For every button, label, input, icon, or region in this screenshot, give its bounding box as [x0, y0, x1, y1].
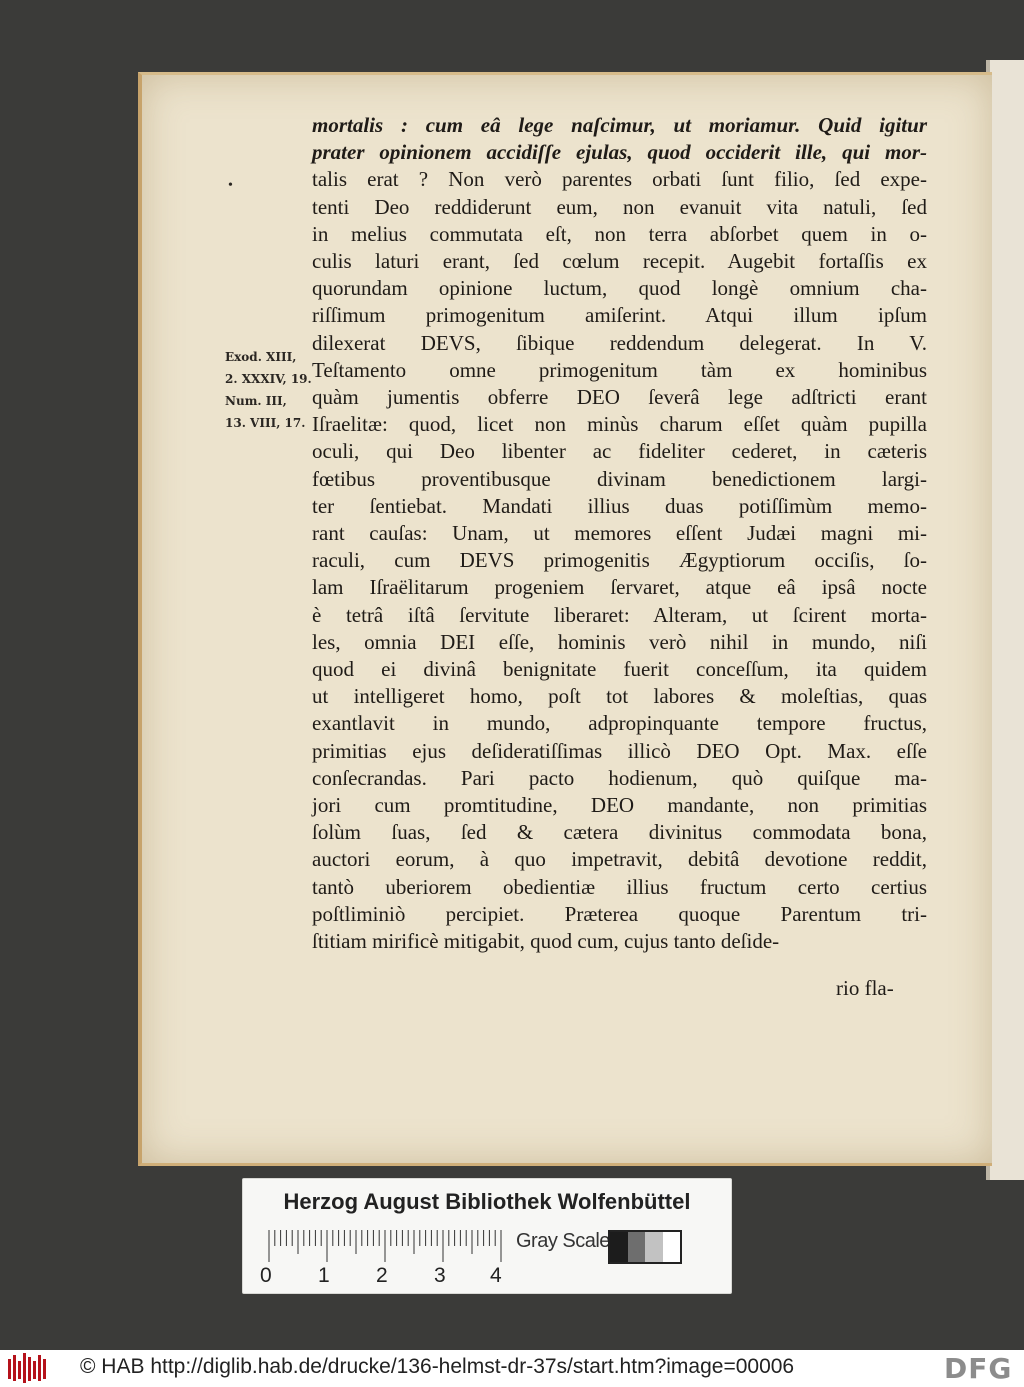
text-line: Teſtamento omne primogenitum tàm ex hominibus	[312, 357, 927, 382]
text-line: raculi, cum DEVS primogenitis Ægyptiorum occiſis, ſo-	[312, 548, 927, 573]
text-line: ter ſentiebat. Mandati illius duas potiſſimùm memo-	[312, 493, 927, 518]
text-line: ſtitiam mirificè mitigabit, quod cum, cujus tanto deſide-	[312, 929, 780, 954]
next-page-strip	[990, 60, 1024, 1180]
margin-note: Num. III,	[225, 394, 287, 408]
text-line: oculi, qui Deo libenter ac fideliter cederet, in cæteris	[312, 439, 927, 464]
text-line: poſtliminiò percipiet. Præterea quoque Parentum tri-	[312, 901, 927, 926]
dfg-logo: DFG	[944, 1352, 1013, 1385]
text-line: Iſraelitæ: quod, licet non minùs charum eſſet quàm pupilla	[312, 412, 927, 437]
footer-url-text[interactable]: © HAB http://diglib.hab.de/drucke/136-helmst-dr-37s/start.htm?image=00006	[80, 1355, 795, 1378]
text-line: culis laturi erant, ſed cœlum recepit. Augebit fortaſſis ex	[312, 249, 927, 274]
gray-swatch	[610, 1232, 628, 1262]
text-line: quod ei divinâ benignitate fuerit conceſſum, ita quidem	[312, 657, 927, 682]
text-line: primitias ejus deſideratiſſimas illicò DEO Opt. Max. eſſe	[312, 738, 927, 763]
body-text	[312, 112, 927, 955]
text-line: mortalis : cum eâ lege naſcimur, ut moriamur. Quid igitur	[312, 113, 927, 137]
text-line: talis erat ? Non verò parentes orbati ſunt filio, ſed expe-	[312, 167, 927, 192]
margin-note: 13. VIII, 17.	[225, 416, 306, 430]
text-line: riſſimum primogenitum amiſerint. Atqui illum ipſum	[312, 303, 927, 328]
text-line: ut intelligeret homo, poſt tot labores & moleſtias, quas	[312, 684, 927, 709]
margin-note: 2. XXXIV, 19.	[225, 372, 312, 386]
text-line: jori cum promtitudine, DEO mandante, non primitias	[312, 793, 927, 818]
text-line: tantò uberiorem obedientiæ illius fructum certo certius	[312, 874, 927, 899]
margin-note: Exod. XIII,	[225, 350, 297, 364]
text-line: tenti Deo reddiderunt eum, non evanuit vita natuli, ſed	[312, 194, 927, 219]
gray-scale-label: Gray Scale	[516, 1230, 610, 1252]
text-line: fœtibus proventibusque divinam benedictionem largi-	[312, 466, 927, 491]
ruler-numbers	[260, 1264, 520, 1288]
ruler-number: 3	[434, 1264, 446, 1287]
text-line: in melius commutata eſt, non terra abſorbet quem in o-	[312, 221, 927, 246]
text-line: les, omnia DEI eſſe, hominis verò nihil in mundo, niſi	[312, 629, 927, 654]
text-line: è tetrâ iſtâ ſervitute liberaret: Alteram, ut ſcirent morta-	[312, 602, 927, 627]
text-line: quorundam opinione luctum, quod longè omnium cha-	[312, 276, 927, 301]
ruler-number: 2	[376, 1264, 388, 1287]
footer-bar	[0, 1350, 1024, 1387]
text-line: lam Iſraëlitarum progeniem ſervaret, atque eâ ipsâ nocte	[312, 575, 927, 600]
gray-swatch	[645, 1232, 663, 1262]
ruler-ticks	[268, 1230, 508, 1264]
text-line: exantlavit in mundo, adpropinquante tempore fructus,	[312, 711, 927, 736]
text-line: ſolùm ſuas, ſed & cætera divinitus commodata bona,	[312, 820, 927, 845]
margin-bullet: •	[228, 178, 233, 193]
gray-swatch	[628, 1232, 646, 1262]
text-line: prater opinionem accidiſſe ejulas, quod occiderit ille, qui mor-	[312, 140, 927, 165]
ruler-number: 4	[490, 1264, 502, 1287]
text-line: conſecrandas. Pari pacto hodienum, quò quiſque ma-	[312, 765, 927, 790]
margin-notes	[225, 346, 320, 434]
text-line: dilexerat DEVS, ſibique reddendum delegerat. In V.	[312, 330, 927, 355]
measurement-ruler	[268, 1230, 508, 1264]
text-line: quàm jumentis obferre DEO ſeverâ lege adſtricti erant	[312, 385, 927, 410]
hab-logo-icon	[6, 1351, 50, 1385]
gray-scale-swatch	[608, 1230, 682, 1264]
ruler-number: 1	[318, 1264, 330, 1287]
text-line: auctori eorum, à quo impetravit, debitâ devotione reddit,	[312, 847, 927, 872]
library-title: Herzog August Bibliothek Wolfenbüttel	[283, 1189, 691, 1214]
catchword: rio fla-	[836, 976, 894, 1000]
gray-swatch	[663, 1232, 681, 1262]
text-line: rant cauſas: Unam, ut memores eſſent Judæi magni mi-	[312, 521, 927, 546]
ruler-number: 0	[260, 1264, 272, 1287]
